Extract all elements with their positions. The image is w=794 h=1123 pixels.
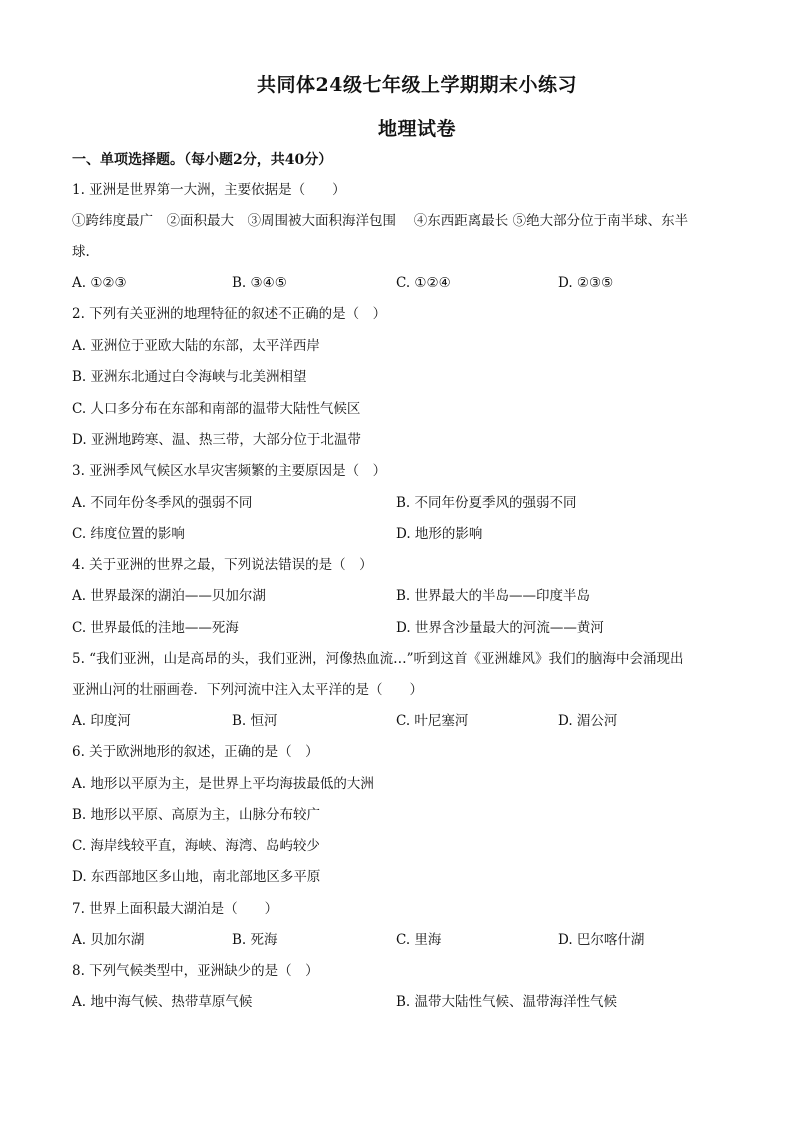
- question-6-option-c: C. 海岸线较平直，海峡、海湾、岛屿较少: [72, 838, 320, 854]
- question-6-option-b: B. 地形以平原、高原为主，山脉分布较广: [72, 807, 321, 823]
- question-1-stem: 1. 亚洲是世界第一大洲，主要依据是（ ）: [72, 182, 346, 198]
- question-5-option-c: C. 叶尼塞河: [396, 713, 469, 729]
- question-3-option-b: B. 不同年份夏季风的强弱不同: [396, 495, 577, 511]
- question-1-statements: ①跨纬度最广 ②面积最大 ③周围被大面积海洋包围 ④东西距离最长 ⑤绝大部分位于南半球、东半: [72, 213, 689, 229]
- section-heading: 一、单项选择题。（每小题2分，共40分）: [72, 152, 333, 168]
- question-2-option-d: D. 亚洲地跨寒、温、热三带，大部分位于北温带: [72, 432, 361, 448]
- question-6-stem: 6. 关于欧洲地形的叙述，正确的是（ ）: [72, 744, 319, 760]
- question-7-option-b: B. 死海: [232, 932, 278, 948]
- page-title: 共同体24级七年级上学期期末小练习: [257, 74, 577, 96]
- question-3-option-d: D. 地形的影响: [396, 526, 483, 542]
- question-4-option-b: B. 世界最大的半岛——印度半岛: [396, 588, 591, 604]
- question-7-option-c: C. 里海: [396, 932, 442, 948]
- question-2-option-a: A. 亚洲位于亚欧大陆的东部，太平洋西岸: [72, 338, 320, 354]
- question-1-option-c: C. ①②④: [396, 275, 451, 291]
- question-4-option-d: D. 世界含沙量最大的河流——黄河: [396, 620, 604, 636]
- question-3-stem: 3. 亚洲季风气候区水旱灾害频繁的主要原因是（ ）: [72, 463, 387, 479]
- question-7-option-a: A. 贝加尔湖: [72, 932, 145, 948]
- question-6-option-a: A. 地形以平原为主，是世界上平均海拔最低的大洲: [72, 776, 374, 792]
- page-subtitle: 地理试卷: [377, 118, 456, 140]
- question-4-option-c: C. 世界最低的洼地——死海: [72, 620, 239, 636]
- question-8-option-b: B. 温带大陆性气候、温带海洋性气候: [396, 994, 618, 1010]
- question-2-stem: 2. 下列有关亚洲的地理特征的叙述不正确的是（ ）: [72, 306, 387, 322]
- question-5-option-a: A. 印度河: [72, 713, 131, 729]
- question-7-option-d: D. 巴尔喀什湖: [558, 932, 645, 948]
- question-5-option-b: B. 恒河: [232, 713, 278, 729]
- question-1-option-b: B. ③④⑤: [232, 275, 287, 291]
- question-6-option-d: D. 东西部地区多山地，南北部地区多平原: [72, 869, 321, 885]
- question-5-option-d: D. 湄公河: [558, 713, 618, 729]
- question-2-option-c: C. 人口多分布在东部和南部的温带大陆性气候区: [72, 401, 361, 417]
- question-3-option-a: A. 不同年份冬季风的强弱不同: [72, 495, 253, 511]
- question-7-stem: 7. 世界上面积最大湖泊是（ ）: [72, 901, 279, 917]
- question-1-option-d: D. ②③⑤: [558, 275, 614, 291]
- question-4-stem: 4. 关于亚洲的世界之最，下列说法错误的是（ ）: [72, 557, 373, 573]
- question-8-option-a: A. 地中海气候、热带草原气候: [72, 994, 253, 1010]
- question-2-option-b: B. 亚洲东北通过白令海峡与北美洲相望: [72, 369, 307, 385]
- question-1-option-a: A. ①②③: [72, 275, 127, 291]
- question-4-option-a: A. 世界最深的湖泊——贝加尔湖: [72, 588, 266, 604]
- question-5-stem: 5. “我们亚洲，山是高昂的头，我们亚洲，河像热血流…”听到这首《亚洲雄风》我们的脑海中会涌现出: [72, 651, 684, 667]
- question-8-stem: 8. 下列气候类型中，亚洲缺少的是（ ）: [72, 963, 319, 979]
- question-1-statements-cont: 球.: [72, 244, 90, 260]
- question-5-stem-cont: 亚洲山河的壮丽画卷．下列河流中注入太平洋的是（ ）: [72, 682, 423, 698]
- question-3-option-c: C. 纬度位置的影响: [72, 526, 185, 542]
